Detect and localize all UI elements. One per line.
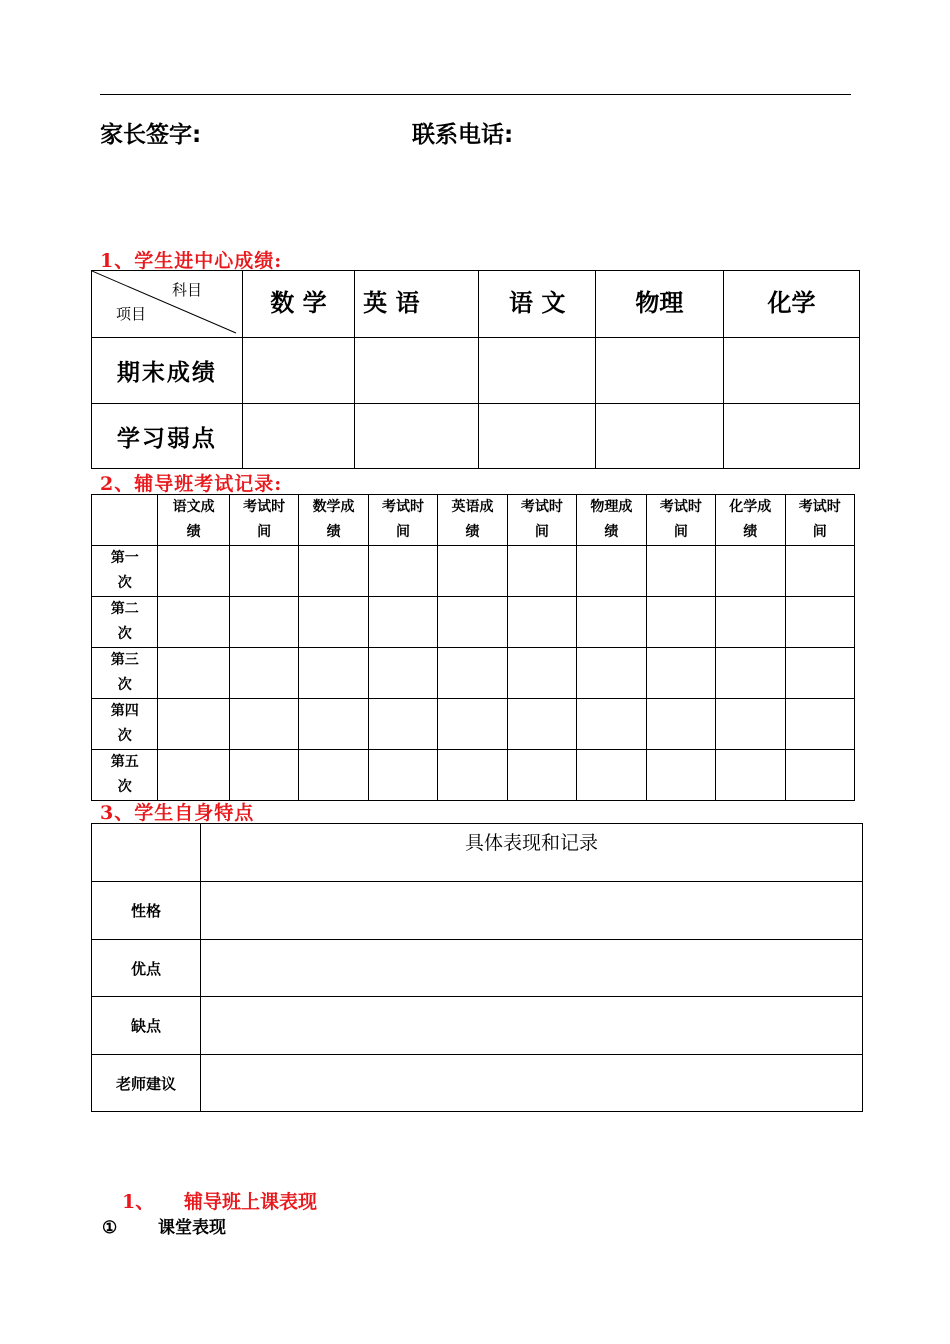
record-cell[interactable] [158, 597, 229, 648]
exam-row-label: 第一 次 [92, 546, 158, 597]
heading-text: 辅导班上课表现 [184, 1191, 318, 1213]
record-cell[interactable] [299, 750, 368, 801]
column-header: 考试时 间 [229, 495, 298, 546]
record-cell[interactable] [785, 699, 854, 750]
trait-cell[interactable] [201, 940, 863, 997]
classroom-performance-item [102, 1213, 226, 1238]
column-header: 物理成 绩 [577, 495, 646, 546]
record-cell[interactable] [438, 699, 507, 750]
exam-record-table [91, 494, 855, 801]
record-cell[interactable] [507, 546, 576, 597]
top-rule [100, 94, 851, 95]
personality-label: 性格 [92, 882, 201, 940]
exam-row-label: 第三 次 [92, 648, 158, 699]
record-cell[interactable] [577, 546, 646, 597]
corner-diagonal [92, 271, 244, 338]
section2-title: 2、辅导班考试记录: [100, 473, 283, 495]
teacher-advice-label: 老师建议 [92, 1055, 201, 1112]
trait-cell[interactable] [201, 997, 863, 1055]
subject-header: 数 学 [242, 271, 354, 338]
record-cell[interactable] [368, 750, 437, 801]
traits-table [91, 823, 863, 1112]
record-cell[interactable] [785, 750, 854, 801]
column-header: 考试时 间 [785, 495, 854, 546]
score-cell[interactable] [242, 338, 354, 404]
record-cell[interactable] [229, 750, 298, 801]
corner-cell [92, 271, 243, 338]
exam-row-label: 第四 次 [92, 699, 158, 750]
corner-subject-label: 科目 [172, 281, 203, 299]
classroom-performance-text: 课堂表现 [158, 1218, 226, 1238]
contact-phone-label: 联系电话: [412, 122, 514, 148]
score-cell[interactable] [595, 338, 723, 404]
record-cell[interactable] [646, 750, 715, 801]
record-cell[interactable] [368, 699, 437, 750]
heading-number: 1、 [122, 1191, 155, 1213]
weakness-cell[interactable] [355, 404, 479, 469]
record-cell[interactable] [438, 750, 507, 801]
record-cell[interactable] [438, 648, 507, 699]
record-cell[interactable] [438, 597, 507, 648]
record-cell[interactable] [229, 597, 298, 648]
record-column-header: 具体表现和记录 [201, 824, 863, 882]
column-header: 语文成 绩 [158, 495, 229, 546]
column-header: 英语成 绩 [438, 495, 507, 546]
record-cell[interactable] [716, 699, 785, 750]
record-cell[interactable] [785, 648, 854, 699]
weakness-cell[interactable] [595, 404, 723, 469]
weakness-cell[interactable] [242, 404, 354, 469]
record-cell[interactable] [507, 699, 576, 750]
record-cell[interactable] [299, 546, 368, 597]
column-header: 数学成 绩 [299, 495, 368, 546]
record-cell[interactable] [507, 648, 576, 699]
weakness-cell[interactable] [723, 404, 859, 469]
record-cell[interactable] [577, 750, 646, 801]
weakness-label: 学习弱点 [92, 404, 243, 469]
entry-scores-table [91, 270, 860, 469]
strengths-label: 优点 [92, 940, 201, 997]
trait-cell[interactable] [201, 1055, 863, 1112]
record-cell[interactable] [229, 648, 298, 699]
final-score-label: 期末成绩 [92, 338, 243, 404]
record-cell[interactable] [785, 597, 854, 648]
record-cell[interactable] [299, 699, 368, 750]
subject-header: 英 语 [355, 271, 479, 338]
exam-row-label: 第五 次 [92, 750, 158, 801]
record-cell[interactable] [507, 597, 576, 648]
record-cell[interactable] [716, 648, 785, 699]
section3-title: 3、学生自身特点 [100, 802, 255, 824]
column-header: 化学成 绩 [716, 495, 785, 546]
weaknesses-label: 缺点 [92, 997, 201, 1055]
circled-one-marker: ① [102, 1218, 118, 1238]
corner-item-label: 项目 [116, 305, 147, 323]
section1-title: 1、学生进中心成绩: [100, 250, 283, 272]
record-cell[interactable] [716, 597, 785, 648]
column-header: 考试时 间 [646, 495, 715, 546]
record-cell[interactable] [507, 750, 576, 801]
subject-header: 语 文 [479, 271, 595, 338]
empty-corner-cell [92, 495, 158, 546]
record-cell[interactable] [716, 546, 785, 597]
exam-row-label: 第二 次 [92, 597, 158, 648]
record-cell[interactable] [577, 699, 646, 750]
parent-signature-label: 家长签字: [100, 122, 202, 148]
record-cell[interactable] [368, 597, 437, 648]
column-header: 考试时 间 [507, 495, 576, 546]
record-cell[interactable] [646, 597, 715, 648]
weakness-cell[interactable] [479, 404, 595, 469]
record-cell[interactable] [368, 648, 437, 699]
subject-header: 化学 [723, 271, 859, 338]
score-cell[interactable] [479, 338, 595, 404]
subject-header: 物理 [595, 271, 723, 338]
record-cell[interactable] [158, 648, 229, 699]
record-cell[interactable] [577, 597, 646, 648]
record-cell[interactable] [577, 648, 646, 699]
record-cell[interactable] [438, 546, 507, 597]
class-performance-heading [122, 1187, 317, 1214]
empty-corner-cell [92, 824, 201, 882]
record-cell[interactable] [716, 750, 785, 801]
record-cell[interactable] [646, 546, 715, 597]
record-cell[interactable] [299, 597, 368, 648]
score-cell[interactable] [723, 338, 859, 404]
record-cell[interactable] [158, 699, 229, 750]
record-cell[interactable] [785, 546, 854, 597]
record-cell[interactable] [158, 750, 229, 801]
record-cell[interactable] [646, 648, 715, 699]
record-cell[interactable] [646, 699, 715, 750]
record-cell[interactable] [158, 546, 229, 597]
score-cell[interactable] [355, 338, 479, 404]
record-cell[interactable] [229, 546, 298, 597]
record-cell[interactable] [229, 699, 298, 750]
trait-cell[interactable] [201, 882, 863, 940]
column-header: 考试时 间 [368, 495, 437, 546]
record-cell[interactable] [368, 546, 437, 597]
record-cell[interactable] [299, 648, 368, 699]
